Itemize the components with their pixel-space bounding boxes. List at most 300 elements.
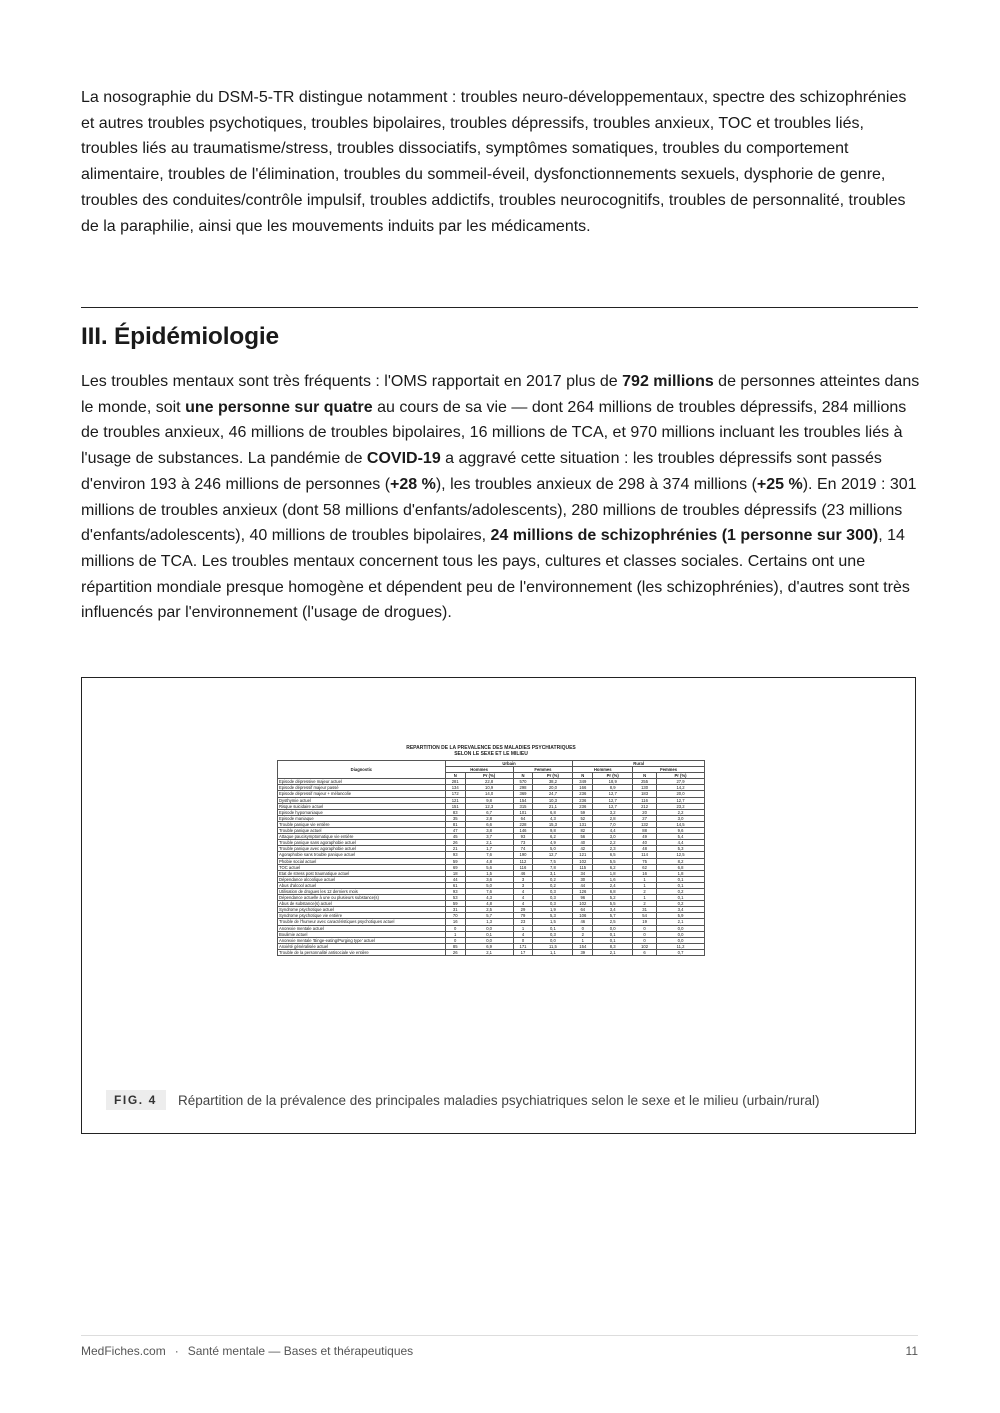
- table-cell-value: 9,8: [533, 828, 573, 834]
- table-cell-value: 62: [633, 864, 657, 870]
- table-cell-value: 4,3: [533, 815, 573, 821]
- table-cell-value: 0,0: [657, 925, 705, 931]
- epi-bold-4: +28 %: [390, 475, 436, 493]
- table-cell-value: 6,8: [533, 809, 573, 815]
- table-cell-value: 0: [445, 925, 465, 931]
- table-cell-diagnostic: Trouble panique sans agoraphobie actuel: [278, 840, 446, 846]
- table-cell-value: 12,7: [533, 852, 573, 858]
- table-cell-value: 5,5: [593, 858, 633, 864]
- table-cell-value: 0,1: [657, 876, 705, 882]
- table-cell-diagnostic: Utilisation de drogues les 12 derniers mois: [278, 888, 446, 894]
- table-cell-value: 126: [573, 888, 593, 894]
- table-cell-value: 1,8: [657, 870, 705, 876]
- table-cell-value: 38,2: [533, 779, 573, 785]
- figure-table-image: [277, 745, 705, 995]
- table-cell-value: 1,1: [533, 949, 573, 955]
- table-cell-value: 9,8: [465, 797, 513, 803]
- table-cell-value: 2,2: [657, 809, 705, 815]
- table-cell-value: 1,7: [465, 846, 513, 852]
- table-cell-diagnostic: Episode hypomaniaque: [278, 809, 446, 815]
- table-cell-value: 3,4: [657, 907, 705, 913]
- table-cell-value: 56: [573, 834, 593, 840]
- table-cell-value: 6,7: [465, 809, 513, 815]
- table-cell-value: 10,9: [465, 785, 513, 791]
- table-cell-value: 5,7: [465, 913, 513, 919]
- table-cell-value: 48: [633, 846, 657, 852]
- table-cell-diagnostic: Trouble panique vie entière: [278, 821, 446, 827]
- table-cell-value: 4,9: [533, 840, 573, 846]
- table-row: [278, 791, 705, 797]
- table-cell-value: 5,2: [593, 895, 633, 901]
- table-cell-value: 12,7: [593, 803, 633, 809]
- table-cell-value: 3: [513, 876, 533, 882]
- table-cell-value: 3,4: [593, 907, 633, 913]
- table-cell-diagnostic: Trouble de l'humeur avec caractéristiques psychotiques actuel: [278, 919, 446, 925]
- table-cell-value: 14,0: [465, 791, 513, 797]
- table-cell-value: 16: [445, 919, 465, 925]
- table-cell-value: 116: [633, 797, 657, 803]
- table-cell-diagnostic: Dépendance alcoolique actuel: [278, 876, 446, 882]
- table-cell-diagnostic: Trouble panique actuel: [278, 828, 446, 834]
- table-cell-value: 115: [573, 864, 593, 870]
- table-cell-value: 81: [445, 821, 465, 827]
- table-cell-value: 12,7: [657, 797, 705, 803]
- table-cell-value: 0: [573, 925, 593, 931]
- table-cell-value: 1,5: [533, 919, 573, 925]
- table-cell-value: 30: [573, 876, 593, 882]
- table-cell-value: 75: [633, 858, 657, 864]
- table-cell-value: 4: [513, 901, 533, 907]
- table-cell-value: 42: [573, 846, 593, 852]
- table-cell-value: 44: [445, 876, 465, 882]
- table-cell-value: 5,6: [465, 864, 513, 870]
- table-cell-value: 4,4: [657, 840, 705, 846]
- table-cell-value: 349: [573, 779, 593, 785]
- table-cell-value: 26: [445, 840, 465, 846]
- table-header-pr: Pr (%): [465, 773, 513, 779]
- table-cell-value: 20,0: [657, 791, 705, 797]
- epi-text-3: au cours de sa vie — dont 264 millions de troubles dépressifs, 284 millions de troubles anxieux, 46 millions de troubles bipolaires, 16 millions de TCA, et 970 millions incluant les troubles liés à l'usage de substances. La pandémie de: [81, 398, 907, 468]
- table-cell-value: 1,9: [533, 907, 573, 913]
- table-cell-value: 20,0: [533, 785, 573, 791]
- table-header-rural-men: Hommes: [573, 767, 633, 773]
- table-cell-diagnostic: Boulimie actuel: [278, 931, 446, 937]
- table-cell-value: 45: [445, 834, 465, 840]
- table-cell-diagnostic: TOC actuel: [278, 864, 446, 870]
- intro-paragraph: La nosographie du DSM-5-TR distingue notamment : troubles neuro-développementaux, spectre des schizophrénies et autres troubles psychotiques, troubles bipolaires, troubles dépressifs, troubles anxieux, TOC et troubles liés, troubles liés au traumatisme/stress, troubles dissociatifs, symptômes somatiques, troubles du comportement alimentaire, troubles de l'élimination, troubles du sommeil-éveil, dysfonctionnements sexuels, dysphorie de genre, troubles des conduites/contrôle impulsif, troubles addictifs, troubles neurocognitifs, troubles de personnalité, troubles de la paraphilie, ainsi que les mouvements induits par les médicaments.: [81, 89, 907, 235]
- table-cell-value: 2: [573, 931, 593, 937]
- table-cell-value: 255: [633, 779, 657, 785]
- table-cell-value: 1,8: [593, 870, 633, 876]
- epi-text-1: Les troubles mentaux sont très fréquents : l'OMS rapportait en 2017 plus de: [81, 373, 623, 390]
- table-cell-value: 0,7: [657, 949, 705, 955]
- table-cell-value: 121: [573, 852, 593, 858]
- figure-image-title-1: REPARTITION DE LA PREVALENCE DES MALADIES PSYCHIATRIQUES: [406, 745, 576, 751]
- table-cell-value: 7,5: [533, 858, 573, 864]
- table-cell-value: 6,9: [465, 943, 513, 949]
- table-cell-value: 73: [513, 840, 533, 846]
- table-cell-value: 22,8: [465, 779, 513, 785]
- table-cell-value: 5,0: [465, 882, 513, 888]
- figure-caption: [106, 1090, 820, 1110]
- table-cell-value: 0,1: [657, 882, 705, 888]
- table-cell-value: 23,2: [657, 803, 705, 809]
- table-cell-diagnostic: Trouble panique avec agoraphobie actuel: [278, 846, 446, 852]
- table-row: [278, 949, 705, 955]
- table-cell-value: 106: [573, 913, 593, 919]
- table-cell-value: 2,5: [465, 907, 513, 913]
- table-cell-value: 19: [633, 919, 657, 925]
- table-row: [278, 779, 705, 785]
- table-cell-value: 46: [513, 870, 533, 876]
- table-cell-value: 8,3: [593, 943, 633, 949]
- table-cell-value: 93: [513, 834, 533, 840]
- table-cell-value: 6,2: [533, 834, 573, 840]
- table-cell-value: 5,7: [593, 913, 633, 919]
- table-cell-value: 3,7: [465, 834, 513, 840]
- table-body: [278, 779, 705, 956]
- table-cell-value: 29: [513, 907, 533, 913]
- table-cell-diagnostic: Episode dépressif majeur + mélancolie: [278, 791, 446, 797]
- epi-bold-5: +25 %: [756, 475, 803, 493]
- table-cell-value: 1: [633, 882, 657, 888]
- table-cell-value: 2,1: [465, 949, 513, 955]
- footer-site: MedFiches.com: [81, 1344, 166, 1358]
- table-cell-value: 52: [573, 815, 593, 821]
- table-cell-value: 166: [573, 785, 593, 791]
- footer-doc-title: Santé mentale — Bases et thérapeutiques: [187, 1344, 414, 1358]
- table-cell-value: 7,6: [465, 888, 513, 894]
- table-cell-value: 88: [633, 828, 657, 834]
- footer-separator: ·: [174, 1344, 179, 1358]
- table-cell-value: 1,3: [465, 919, 513, 925]
- table-cell-value: 154: [573, 943, 593, 949]
- footer-divider: [81, 1335, 918, 1336]
- table-cell-value: 0,3: [533, 895, 573, 901]
- table-cell-value: 10,3: [533, 797, 573, 803]
- table-cell-value: 5,0: [533, 846, 573, 852]
- table-cell-value: 1: [513, 925, 533, 931]
- table-cell-value: 6,6: [465, 821, 513, 827]
- table-cell-value: 1: [445, 931, 465, 937]
- table-cell-value: 12,3: [465, 803, 513, 809]
- epi-text-6: ). En 2019 : 301 millions de troubles anxieux (dont 58 millions d'enfants/adolescents), 280 millions de troubles dépressifs (23 millions d'enfants/adolescents), 40 millions de troubles bipolaires,: [81, 475, 917, 545]
- table-cell-value: 2,8: [593, 815, 633, 821]
- table-cell-value: 70: [445, 913, 465, 919]
- footer-left: [81, 1344, 413, 1358]
- table-cell-value: 49: [633, 834, 657, 840]
- table-cell-value: 2,3: [593, 846, 633, 852]
- table-cell-value: 1: [633, 876, 657, 882]
- epi-bold-2: une personne sur quatre: [185, 398, 373, 416]
- table-cell-diagnostic: Agoraphobie sans trouble panique actuel: [278, 852, 446, 858]
- table-header-pr: Pr (%): [533, 773, 573, 779]
- table-cell-value: 2: [633, 888, 657, 894]
- table-row: [278, 852, 705, 858]
- table-cell-value: 39: [573, 949, 593, 955]
- table-cell-value: 1,6: [593, 876, 633, 882]
- table-cell-value: 0,1: [465, 931, 513, 937]
- table-header-pr: Pr (%): [657, 773, 705, 779]
- table-cell-value: 5,4: [657, 834, 705, 840]
- table-cell-value: 2,4: [593, 882, 633, 888]
- epi-text-4: a aggravé cette situation : les troubles dépressifs sont passés d'environ 193 à 246 millions de personnes (: [81, 450, 882, 493]
- table-cell-value: 298: [513, 785, 533, 791]
- section-title: III. Épidémiologie: [81, 323, 279, 350]
- table-cell-value: 6: [633, 949, 657, 955]
- section-divider: [81, 307, 918, 308]
- table-cell-value: 83: [445, 809, 465, 815]
- table-cell-value: 59: [573, 809, 593, 815]
- table-cell-value: 27: [633, 815, 657, 821]
- table-cell-value: 12,5: [657, 852, 705, 858]
- table-cell-value: 570: [513, 779, 533, 785]
- table-cell-value: 134: [445, 785, 465, 791]
- table-cell-value: 15,3: [533, 821, 573, 827]
- table-cell-value: 31: [445, 907, 465, 913]
- table-header-urban-women: Femmes: [513, 767, 573, 773]
- table-cell-value: 2,8: [465, 815, 513, 821]
- table-cell-value: 3: [513, 882, 533, 888]
- table-cell-value: 21,1: [533, 803, 573, 809]
- table-cell-value: 0,0: [533, 937, 573, 943]
- table-cell-value: 114: [633, 852, 657, 858]
- table-cell-value: 17: [513, 949, 533, 955]
- table-cell-value: 1: [633, 895, 657, 901]
- table-cell-value: 0,0: [465, 925, 513, 931]
- table-cell-value: 9,6: [657, 828, 705, 834]
- table-cell-value: 35: [445, 815, 465, 821]
- table-header-n: N: [513, 773, 533, 779]
- table-header-urban: Urbain: [445, 761, 573, 767]
- table-cell-value: 4: [513, 888, 533, 894]
- table-cell-diagnostic: Abus d'alcool actuel: [278, 882, 446, 888]
- epi-bold-6: 24 millions de schizophrénies (1 personne sur 300): [490, 527, 879, 545]
- table-cell-value: 146: [513, 828, 533, 834]
- table-cell-value: 23: [513, 919, 533, 925]
- table-cell-value: 34: [573, 870, 593, 876]
- table-header-rural-women: Femmes: [633, 767, 705, 773]
- table-cell-value: 0,3: [533, 931, 573, 937]
- table-cell-value: 5,5: [593, 901, 633, 907]
- epi-bold-3: COVID-19: [366, 450, 441, 468]
- table-cell-value: 236: [573, 797, 593, 803]
- table-cell-diagnostic: Anorexie mentale actuel: [278, 925, 446, 931]
- table-cell-diagnostic: Episode dépressive majeur actuel: [278, 779, 446, 785]
- table-cell-value: 96: [573, 895, 593, 901]
- table-header-n: N: [445, 773, 465, 779]
- table-cell-value: 14,5: [657, 821, 705, 827]
- table-cell-diagnostic: Dépendance actuelle à une ou plusieurs substance(s): [278, 895, 446, 901]
- table-cell-value: 4: [513, 931, 533, 937]
- table-cell-value: 190: [513, 852, 533, 858]
- table-cell-value: 61: [445, 882, 465, 888]
- table-header-n: N: [573, 773, 593, 779]
- table-cell-value: 101: [513, 809, 533, 815]
- table-cell-value: 102: [633, 943, 657, 949]
- table-cell-value: 0: [513, 937, 533, 943]
- table-cell-value: 64: [573, 907, 593, 913]
- table-cell-value: 20: [633, 809, 657, 815]
- table-cell-value: 5,3: [657, 846, 705, 852]
- table-cell-diagnostic: Anorexie mentale 'Binge-eating/Purging type' actuel: [278, 937, 446, 943]
- page-footer: [81, 1344, 918, 1358]
- table-cell-value: 102: [573, 858, 593, 864]
- table-cell-value: 228: [513, 821, 533, 827]
- table-cell-diagnostic: Phobie social actuel: [278, 858, 446, 864]
- table-cell-value: 151: [445, 803, 465, 809]
- table-cell-value: 0: [445, 937, 465, 943]
- table-cell-value: 3,2: [593, 809, 633, 815]
- table-cell-value: 0,1: [593, 931, 633, 937]
- table-cell-value: 0,1: [533, 925, 573, 931]
- table-cell-value: 6,5: [593, 852, 633, 858]
- table-cell-value: 183: [633, 791, 657, 797]
- table-cell-value: 7,6: [465, 852, 513, 858]
- table-cell-value: 14,2: [657, 785, 705, 791]
- table-cell-diagnostic: Trouble de la personnalité antisociale vie entière: [278, 949, 446, 955]
- table-cell-diagnostic: Syndrome psychotique actuel: [278, 907, 446, 913]
- table-cell-value: 12,7: [593, 797, 633, 803]
- table-cell-value: 0,3: [533, 901, 573, 907]
- table-header-urban-men: Hommes: [445, 767, 513, 773]
- table-cell-value: 82: [573, 828, 593, 834]
- table-cell-value: 2,1: [657, 919, 705, 925]
- table-cell-value: 2,2: [593, 840, 633, 846]
- table-cell-value: 4: [513, 895, 533, 901]
- table-cell-value: 7,0: [593, 821, 633, 827]
- table-cell-value: 154: [513, 797, 533, 803]
- table-cell-diagnostic: Episode dépressif majeur passé: [278, 785, 446, 791]
- table-cell-value: 24,7: [533, 791, 573, 797]
- table-cell-value: 0: [633, 931, 657, 937]
- table-cell-value: 0: [633, 925, 657, 931]
- table-cell-value: 47: [445, 828, 465, 834]
- table-cell-value: 4,8: [465, 901, 513, 907]
- table-cell-value: 40: [633, 840, 657, 846]
- table-cell-diagnostic: Dysthymie actuel: [278, 797, 446, 803]
- table-cell-value: 171: [513, 943, 533, 949]
- footer-page-number: 11: [905, 1344, 918, 1358]
- table-cell-value: 1,5: [465, 870, 513, 876]
- table-cell-value: 26: [445, 949, 465, 955]
- table-cell-value: 54: [633, 913, 657, 919]
- table-cell-value: 44: [573, 882, 593, 888]
- table-cell-value: 59: [445, 858, 465, 864]
- table-cell-value: 0,3: [533, 888, 573, 894]
- table-cell-diagnostic: Syndrome psychotique vie entière: [278, 913, 446, 919]
- table-cell-value: 12,7: [593, 791, 633, 797]
- table-cell-value: 2,5: [593, 919, 633, 925]
- table-cell-value: 369: [513, 791, 533, 797]
- table-cell-value: 3,8: [465, 828, 513, 834]
- epi-bold-1: 792 millions: [622, 373, 714, 390]
- table-cell-value: 18,9: [593, 779, 633, 785]
- table-cell-value: 85: [445, 943, 465, 949]
- table-cell-value: 3,0: [593, 834, 633, 840]
- table-cell-value: 27,9: [657, 779, 705, 785]
- table-cell-value: 212: [633, 803, 657, 809]
- table-cell-value: 3,1: [533, 870, 573, 876]
- table-cell-value: 11,5: [533, 943, 573, 949]
- table-cell-value: 40: [573, 840, 593, 846]
- table-cell-value: 0,1: [593, 937, 633, 943]
- table-cell-value: 64: [513, 815, 533, 821]
- table-cell-value: 6,8: [657, 864, 705, 870]
- table-cell-diagnostic: Abus de substance(s) actuel: [278, 901, 446, 907]
- table-cell-value: 46: [573, 919, 593, 925]
- table-cell-value: 102: [573, 901, 593, 907]
- table-cell-value: 2,1: [465, 840, 513, 846]
- table-cell-value: 7,8: [533, 864, 573, 870]
- table-cell-value: 132: [633, 821, 657, 827]
- table-cell-value: 131: [573, 821, 593, 827]
- figure-image-title-2: SELON LE SEXE ET LE MILIEU: [454, 751, 528, 757]
- table-cell-value: 315: [513, 803, 533, 809]
- figure-label: FIG. 4: [106, 1090, 166, 1110]
- table-cell-diagnostic: Anxiété généralisée actuel: [278, 943, 446, 949]
- epi-text-2: de personnes atteintes dans le monde, soit: [81, 373, 920, 416]
- figure-frame: [81, 677, 916, 1134]
- table-cell-value: 3,0: [657, 815, 705, 821]
- table-cell-value: 121: [445, 797, 465, 803]
- table-cell-value: 8,2: [657, 858, 705, 864]
- table-cell-value: 53: [445, 895, 465, 901]
- table-header-diagnostic: Diagnostic: [278, 761, 446, 779]
- table-cell-value: 172: [445, 791, 465, 797]
- table-cell-value: 69: [445, 864, 465, 870]
- table-cell-value: 21: [445, 846, 465, 852]
- table-cell-value: 0,2: [657, 901, 705, 907]
- table-cell-value: 2,1: [593, 949, 633, 955]
- table-cell-value: 31: [633, 907, 657, 913]
- table-cell-value: 0,0: [593, 925, 633, 931]
- table-cell-value: 93: [445, 888, 465, 894]
- figure-caption-text: Répartition de la prévalence des principales maladies psychiatriques selon le sexe et le milieu (urbain/rural): [177, 1092, 820, 1108]
- table-cell-value: 112: [513, 858, 533, 864]
- table-cell-value: 6,2: [593, 864, 633, 870]
- table-cell-value: 0: [633, 937, 657, 943]
- table-header-pr: Pr (%): [593, 773, 633, 779]
- table-cell-diagnostic: Etat de stress post traumatique actuel: [278, 870, 446, 876]
- prevalence-table: [277, 760, 705, 956]
- table-cell-value: 2: [633, 901, 657, 907]
- table-cell-value: 281: [445, 779, 465, 785]
- table-cell-value: 0,2: [533, 882, 573, 888]
- table-cell-diagnostic: Risque suicidaire actuel: [278, 803, 446, 809]
- epidemiology-paragraph: [81, 369, 921, 626]
- table-cell-value: 79: [513, 913, 533, 919]
- table-cell-value: 130: [633, 785, 657, 791]
- table-cell-value: 0,2: [533, 876, 573, 882]
- table-cell-value: 3,6: [465, 876, 513, 882]
- epi-text-5: ), les troubles anxieux de 298 à 374 millions (: [435, 475, 757, 493]
- table-cell-value: 4,3: [465, 895, 513, 901]
- table-cell-value: 4,8: [465, 858, 513, 864]
- table-cell-value: 236: [573, 803, 593, 809]
- table-cell-value: 16: [633, 870, 657, 876]
- table-cell-diagnostic: Attaque paucisymptomatique vie entière: [278, 834, 446, 840]
- table-cell-value: 74: [513, 846, 533, 852]
- table-cell-value: 6,8: [593, 888, 633, 894]
- table-cell-value: 0,0: [657, 931, 705, 937]
- table-cell-value: 116: [513, 864, 533, 870]
- table-cell-value: 0,1: [657, 895, 705, 901]
- table-header-rural: Rural: [573, 761, 705, 767]
- table-cell-value: 4,4: [593, 828, 633, 834]
- table-cell-value: 59: [445, 901, 465, 907]
- epi-text-7: , 14 millions de TCA. Les troubles mentaux concernent tous les pays, cultures et classes sociales. Certains ont une répartition mondiale presque homogène et dépendent peu de l'environnement (les schizophrénies), d'autres sont très influencés par l'environnement (l'usage de drogues).: [81, 527, 910, 622]
